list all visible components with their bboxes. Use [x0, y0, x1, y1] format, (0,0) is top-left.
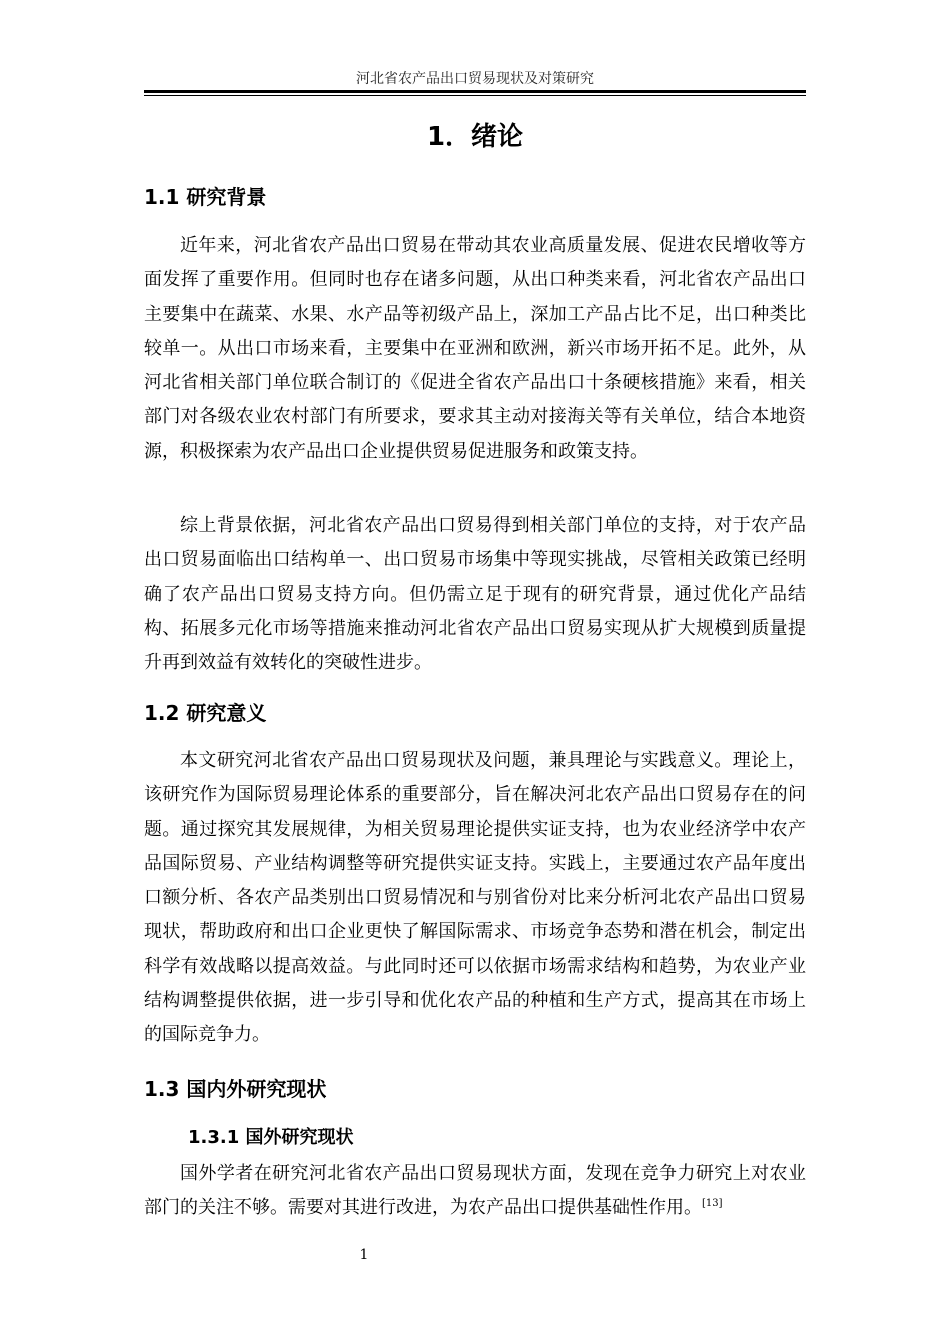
paragraph-foreign-research [144, 1157, 806, 1226]
section-heading-significance: 1.2 研究意义 [144, 701, 267, 725]
paragraph-foreign-research-text: 国外学者在研究河北省农产品出口贸易现状方面，发现在竞争力研究上对农业部门的关注不够。需要对其进行改进，为农产品出口提供基础性作用。 [144, 1163, 806, 1219]
subsection-heading-foreign-research: 1.3.1 国外研究现状 [188, 1127, 354, 1148]
page-number: 1 [359, 1247, 369, 1263]
paragraph-significance: 本文研究河北省农产品出口贸易现状及问题，兼具理论与实践意义。理论上，该研究作为国际贸易理论体系的重要部分，旨在解决河北农产品出口贸易存在的问题。通过探究其发展规律，为相关贸易理论提供实证支持，也为农业经济学中农产品国际贸易、产业结构调整等研究提供实证支持。实践上，主要通过农产品年度出口额分析、各农产品类别出口贸易情况和与别省份对比来分析河北农产品出口贸易现状，帮助政府和出口企业更快了解国际需求、市场竞争态势和潜在机会，制定出科学有效战略以提高效益。与此同时还可以依据市场需求结构和趋势，为农业产业结构调整提供依据，进一步引导和优化农产品的种植和生产方式，提高其在市场上的国际竞争力。 [144, 750, 806, 1046]
paragraph-background-1: 近年来，河北省农产品出口贸易在带动其农业高质量发展、促进农民增收等方面发挥了重要作用。但同时也存在诸多问题，从出口种类来看，河北省农产品出口主要集中在蔬菜、水果、水产品等初级产品上，深加工产品占比不足，出口种类比较单一。从出口市场来看，主要集中在亚洲和欧洲，新兴市场开拓不足。此外，从河北省相关部门单位联合制订的《促进全省农产品出口十条硬核措施》来看，相关部门对各级农业农村部门有所要求，要求其主动对接海关等有关单位，结合本地资源，积极探索为农产品出口企业提供贸易促进服务和政策支持。 [144, 235, 806, 462]
chapter-title: 1．绪论 [426, 122, 524, 152]
section-heading-background: 1.1 研究背景 [144, 185, 267, 209]
section-heading-research-status: 1.3 国内外研究现状 [144, 1077, 327, 1101]
citation-marker[interactable]: [13] [702, 1198, 723, 1210]
running-header: 河北省农产品出口贸易现状及对策研究 [356, 71, 594, 87]
header-rule-thin [144, 95, 806, 96]
header-rule-thick [144, 90, 806, 93]
paragraph-background-2: 综上背景依据，河北省农产品出口贸易得到相关部门单位的支持，对于农产品出口贸易面临出口结构单一、出口贸易市场集中等现实挑战，尽管相关政策已经明确了农产品出口贸易支持方向。但仍需立足于现有的研究背景，通过优化产品结构、拓展多元化市场等措施来推动河北省农产品出口贸易实现从扩大规模到质量提升再到效益有效转化的突破性进步。 [144, 515, 806, 674]
